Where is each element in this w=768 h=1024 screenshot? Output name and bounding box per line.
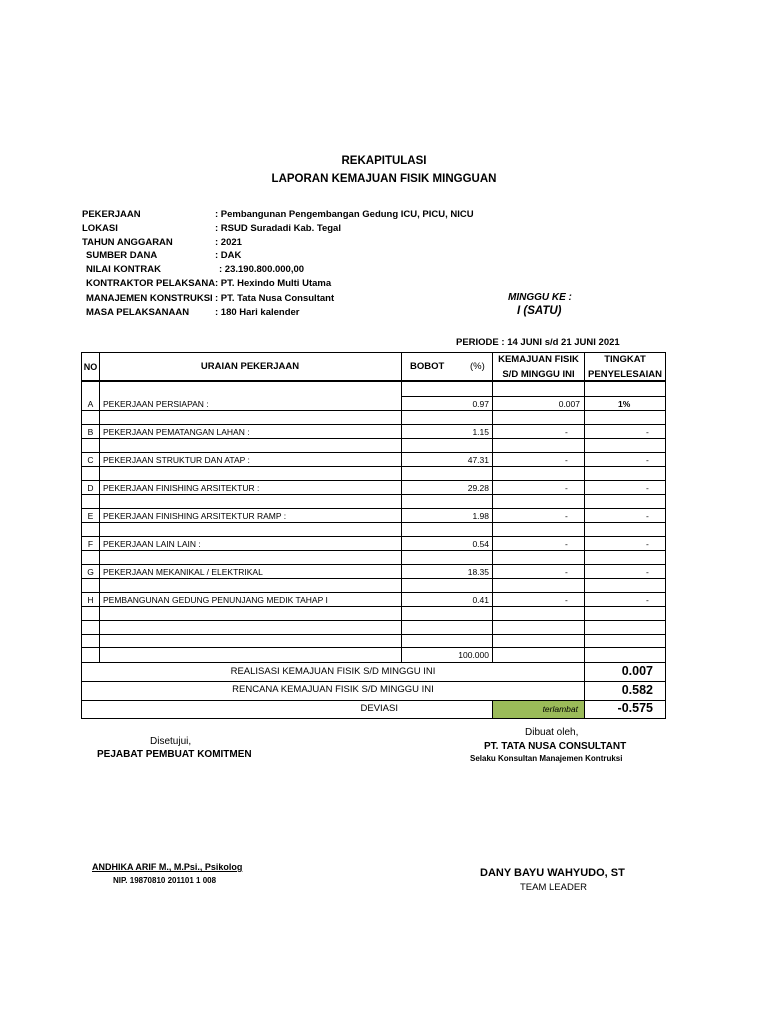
- realisasi-label: REALISASI KEMAJUAN FISIK S/D MINGGU INI: [230, 666, 436, 677]
- row-bobot: 0.54: [472, 539, 489, 549]
- row-no: B: [87, 427, 94, 437]
- info-label-masa: MASA PELAKSANAAN: [86, 307, 190, 318]
- row-tingkat: -: [646, 483, 649, 493]
- info-value-kontraktor: : PT. Hexindo Multi Utama: [215, 278, 332, 289]
- header-no: NO: [83, 362, 98, 372]
- header-uraian: URAIAN PEKERJAAN: [200, 361, 300, 372]
- row-kemajuan: -: [565, 511, 568, 521]
- sign-left-name: ANDHIKA ARIF M., M.Psi., Psikolog: [92, 862, 243, 872]
- info-value-pekerjaan: : Pembangunan Pengembangan Gedung ICU, PICU, NICU: [215, 209, 474, 220]
- row-kemajuan: -: [565, 567, 568, 577]
- info-value-nilai: : 23.190.800.000,00: [219, 264, 305, 275]
- sign-right-name: DANY BAYU WAHYUDO, ST: [480, 867, 625, 879]
- info-value-sumber: : DAK: [215, 250, 242, 261]
- row-tingkat: 1%: [618, 399, 631, 409]
- info-value-mk: : PT. Tata Nusa Consultant: [215, 293, 335, 304]
- row-uraian: PEMBANGUNAN GEDUNG PENUNJANG MEDIK TAHAP I: [103, 595, 328, 605]
- row-uraian: PEKERJAAN FINISHING ARSITEKTUR RAMP :: [103, 511, 287, 521]
- row-bobot: 1.15: [472, 427, 489, 437]
- row-uraian: PEKERJAAN STRUKTUR DAN ATAP :: [103, 455, 250, 465]
- info-label-lokasi: LOKASI: [82, 223, 118, 234]
- row-tingkat: -: [646, 511, 649, 521]
- header-bobot: BOBOT: [410, 361, 445, 372]
- row-tingkat: -: [646, 427, 649, 437]
- realisasi-value: 0.007: [621, 664, 653, 678]
- row-uraian: PEKERJAAN FINISHING ARSITEKTUR :: [103, 483, 260, 493]
- row-bobot: 1.98: [472, 511, 489, 521]
- row-tingkat: -: [646, 567, 649, 577]
- row-no: H: [87, 595, 94, 605]
- header-tingkat-2: PENYELESAIAN: [588, 369, 662, 380]
- row-bobot: 0.41: [472, 595, 489, 605]
- sign-right-caption: Dibuat oleh,: [525, 727, 579, 738]
- row-no: C: [87, 455, 94, 465]
- row-bobot: 29.28: [467, 483, 489, 493]
- header-tingkat-1: TINGKAT: [604, 354, 646, 365]
- info-label-pekerjaan: PEKERJAAN: [82, 209, 141, 220]
- info-label-tahun: TAHUN ANGGARAN: [82, 237, 173, 248]
- info-value-tahun: : 2021: [215, 237, 242, 248]
- periode: PERIODE : 14 JUNI s/d 21 JUNI 2021: [456, 337, 620, 348]
- row-uraian: PEKERJAAN LAIN LAIN :: [103, 539, 201, 549]
- header-kemajuan-1: KEMAJUAN FISIK: [498, 354, 579, 365]
- row-tingkat: -: [646, 455, 649, 465]
- sign-left-nip: NIP. 19870810 201101 1 008: [113, 876, 217, 885]
- deviasi-label: DEVIASI: [360, 703, 398, 714]
- info-label-sumber: SUMBER DANA: [86, 250, 158, 261]
- info-value-lokasi: : RSUD Suradadi Kab. Tegal: [215, 223, 341, 234]
- row-no: F: [87, 539, 94, 549]
- info-value-masa: : 180 Hari kalender: [215, 307, 300, 318]
- row-uraian: PEKERJAAN MEKANIKAL / ELEKTRIKAL: [103, 567, 263, 577]
- rencana-label: RENCANA KEMAJUAN FISIK S/D MINGGU INI: [232, 684, 434, 695]
- info-label-mk: MANAJEMEN KONSTRUKSI: [86, 293, 213, 304]
- deviasi-value: -0.575: [617, 701, 653, 715]
- sign-right-company: PT. TATA NUSA CONSULTANT: [484, 741, 627, 752]
- header-kemajuan-2: S/D MINGGU INI: [502, 369, 575, 380]
- row-uraian: PEKERJAAN PEMATANGAN LAHAN :: [103, 427, 250, 437]
- row-no: G: [87, 567, 94, 577]
- header-bobot-unit: (%): [470, 361, 485, 372]
- row-no: E: [87, 511, 94, 521]
- sign-left-caption: Disetujui,: [150, 736, 192, 747]
- row-no: D: [87, 483, 94, 493]
- total-bobot: 100.000: [458, 650, 489, 660]
- row-bobot: 47.31: [467, 455, 489, 465]
- row-kemajuan: -: [565, 595, 568, 605]
- minggu-label: MINGGU KE :: [508, 292, 572, 303]
- minggu-value: I (SATU): [517, 305, 562, 317]
- info-label-nilai: NILAI KONTRAK: [86, 264, 161, 275]
- row-kemajuan: -: [565, 455, 568, 465]
- report-subtitle: LAPORAN KEMAJUAN FISIK MINGGUAN: [271, 173, 497, 185]
- status-badge: [493, 701, 584, 718]
- row-no: A: [87, 399, 94, 409]
- sign-left-role: PEJABAT PEMBUAT KOMITMEN: [97, 749, 252, 760]
- info-label-kontraktor: KONTRAKTOR PELAKSANA: [86, 278, 216, 289]
- sign-right-position: TEAM LEADER: [520, 882, 588, 893]
- row-kemajuan: -: [565, 483, 568, 493]
- row-bobot: 18.35: [467, 567, 489, 577]
- row-kemajuan: -: [565, 427, 568, 437]
- row-uraian: PEKERJAAN PERSIAPAN :: [103, 399, 209, 409]
- deviasi-status: terlambat: [542, 704, 578, 714]
- rencana-value: 0.582: [621, 683, 653, 697]
- report-title: REKAPITULASI: [341, 155, 427, 167]
- row-bobot: 0.97: [472, 399, 489, 409]
- row-kemajuan: -: [565, 539, 568, 549]
- row-tingkat: -: [646, 539, 649, 549]
- row-tingkat: -: [646, 595, 649, 605]
- sign-right-subtitle: Selaku Konsultan Manajemen Kontruksi: [470, 754, 623, 763]
- row-kemajuan: 0.007: [558, 399, 580, 409]
